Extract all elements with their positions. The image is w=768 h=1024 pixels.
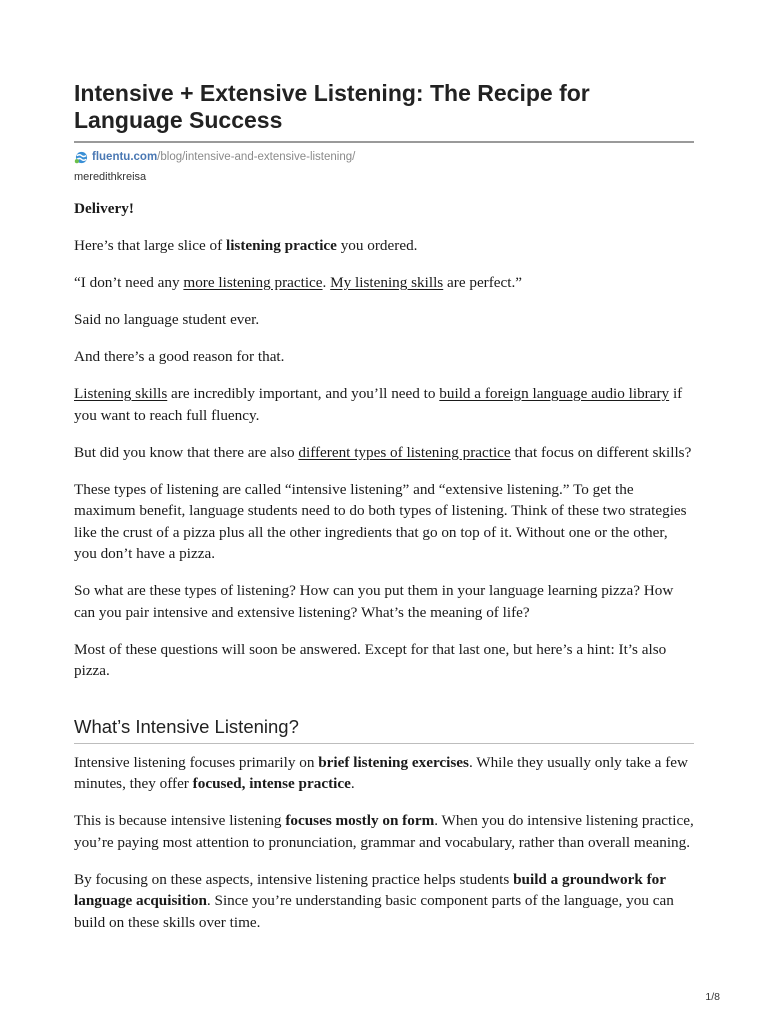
bold-text: build a groundwork for language acquisition [74, 870, 666, 909]
paragraph: So what are these types of listening? How can you put them in your language learning pizza? How can you pair intensive and extensive listening? What’s the meaning of life? [74, 582, 674, 621]
text-run: . [322, 274, 331, 291]
text-run: . Since you’re understanding basic component parts of the language, you can build on these skills over time. [74, 892, 674, 931]
section-heading: What’s Intensive Listening? [74, 716, 694, 744]
link-types-of-listening-practice[interactable]: different types of listening practice [298, 443, 511, 461]
link-audio-library[interactable]: build a foreign language audio library [439, 385, 670, 402]
bold-text: listening practice [225, 237, 337, 254]
paragraph [74, 272, 694, 294]
paragraph [74, 810, 694, 853]
paragraph [74, 235, 694, 257]
text-run: if you want to reach full fluency. [74, 385, 683, 424]
text-run: are perfect.” [443, 274, 523, 291]
source-line [74, 149, 694, 165]
text-run: This is because intensive listening [74, 812, 286, 829]
paragraph-delivery [74, 198, 694, 220]
text-run: By focusing on these aspects, intensive listening practice helps students [74, 870, 514, 888]
text-run: . While they usually only take a few minutes, they offer [74, 753, 688, 792]
paragraph: Said no language student ever. [74, 311, 260, 328]
bold-text: brief listening exercises [318, 753, 469, 771]
document-page [74, 0, 694, 933]
text-run: you ordered. [336, 237, 418, 254]
source-path[interactable]: /blog/intensive-and-extensive-listening/ [157, 151, 356, 163]
page-number: 1/8 [705, 991, 720, 1003]
bold-text: focuses mostly on form [285, 812, 435, 829]
source-domain[interactable]: fluentu.com [92, 151, 158, 163]
text-run: Intensive listening focuses primarily on [74, 753, 319, 771]
link-listening-skills[interactable]: Listening skills [74, 385, 168, 402]
link-more-listening-practice[interactable]: more listening practice [183, 274, 323, 291]
bold-text: Delivery! [74, 200, 134, 217]
article-title: Intensive + Extensive Listening: The Recipe for Language Success [74, 80, 694, 143]
text-run: “I don’t need any [74, 274, 184, 291]
text-run: Here’s that large slice of [74, 237, 226, 254]
text-run: . [350, 775, 355, 792]
author-name: meredithkreisa [74, 171, 147, 183]
paragraph [74, 869, 694, 934]
paragraph: And there’s a good reason for that. [74, 348, 285, 365]
globe-icon [74, 151, 89, 164]
text-run: are incredibly important, and you’ll need to [167, 385, 440, 402]
bold-text: focused, intense practice [192, 775, 351, 792]
text-run: . When you do intensive listening practice, you’re paying most attention to pronunciation, grammar and vocabulary, rather than overall meaning. [74, 812, 694, 851]
text-run: But did you know that there are also [74, 443, 299, 461]
paragraph: These types of listening are called “intensive listening” and “extensive listening.” To get the maximum benefit, language students need to do both types of listening. Think of these two strategies like the crust of a pizza plus all the other ingredients that go on top of it. Without one or the other, you don’t have a pizza. [74, 480, 687, 562]
text-run: that focus on different skills? [510, 443, 692, 461]
paragraph [74, 383, 694, 426]
link-my-listening-skills[interactable]: My listening skills [330, 274, 444, 291]
paragraph: Most of these questions will soon be answered. Except for that last one, but here’s a hint: It’s also pizza. [74, 640, 667, 679]
paragraph [74, 442, 694, 464]
paragraph [74, 752, 694, 795]
